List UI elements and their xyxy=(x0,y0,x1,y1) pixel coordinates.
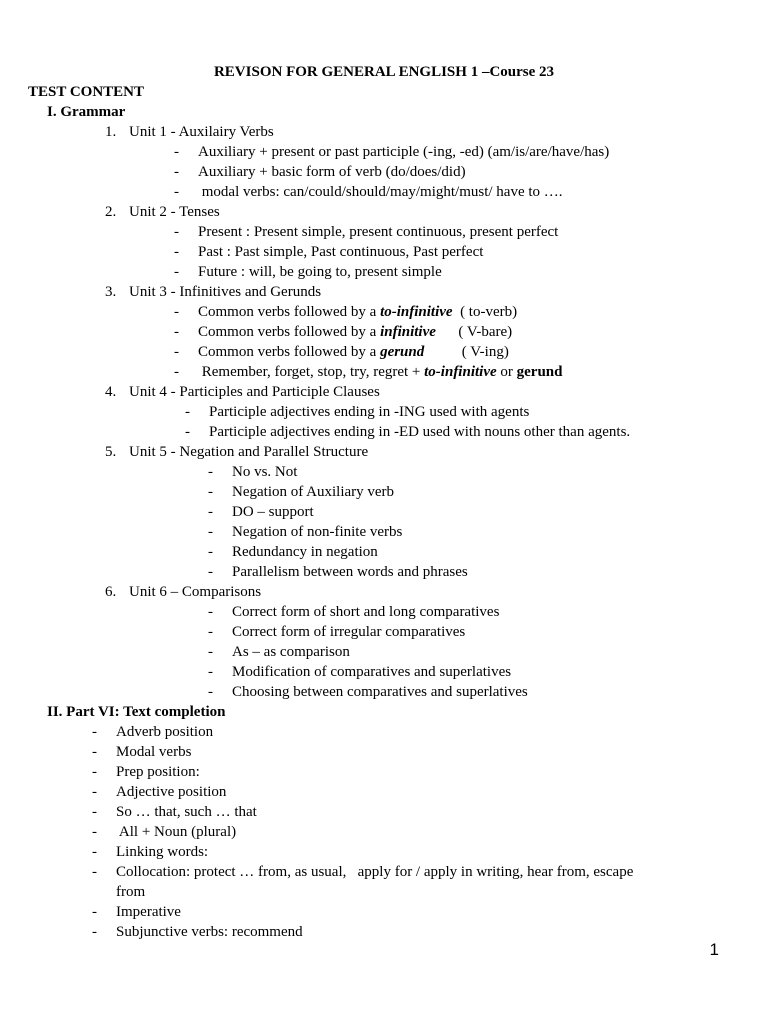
list-item: - Adjective position xyxy=(92,784,227,800)
list-item: - Choosing between comparatives and superlatives xyxy=(208,684,528,700)
unit-number: 1. xyxy=(105,124,117,140)
list-item: - Prep position: xyxy=(92,764,200,780)
list-item: - Correct form of irregular comparatives xyxy=(208,624,466,640)
list-item: - Subjunctive verbs: recommend xyxy=(92,924,303,940)
list-item: - Linking words: xyxy=(92,844,209,860)
unit-number: 5. xyxy=(105,444,117,460)
list-item: - Future : will, be going to, present simple xyxy=(174,264,442,280)
unit-number: 6. xyxy=(105,584,117,600)
list-item: - Redundancy in negation xyxy=(208,544,378,560)
list-item: - Negation of Auxiliary verb xyxy=(208,484,395,500)
list-item: - No vs. Not xyxy=(208,464,298,480)
list-item: - Auxiliary + present or past participle (-ing, -ed) (am/is/are/have/has) xyxy=(174,144,610,160)
unit-number: 3. xyxy=(105,284,117,300)
document-title: REVISON FOR GENERAL ENGLISH 1 –Course 23 xyxy=(213,64,555,80)
list-item: - Modification of comparatives and superlatives xyxy=(208,664,512,680)
unit-label: Unit 6 – Comparisons xyxy=(129,584,262,600)
page-number: 1 xyxy=(709,940,719,959)
unit-6-heading xyxy=(105,582,768,602)
unit-label: Unit 5 - Negation and Parallel Structure xyxy=(129,444,369,460)
unit-label: Unit 4 - Participles and Participle Clauses xyxy=(129,384,380,400)
unit-1-heading xyxy=(105,122,768,142)
list-item: - Remember, forget, stop, try, regret + to-infinitive or gerund xyxy=(174,364,563,380)
list-item: - Past : Past simple, Past continuous, Past perfect xyxy=(174,244,484,260)
list-item: - Participle adjectives ending in -ED used with nouns other than agents. xyxy=(185,424,631,440)
list-item: - All + Noun (plural) xyxy=(92,824,237,840)
list-item: - Parallelism between words and phrases xyxy=(208,564,468,580)
unit-number: 2. xyxy=(105,204,117,220)
grammar-heading: I. Grammar xyxy=(47,104,126,120)
unit-label: Unit 3 - Infinitives and Gerunds xyxy=(129,284,322,300)
list-item: - Modal verbs xyxy=(92,744,192,760)
list-item: - Collocation: protect … from, as usual, apply for / apply in writing, hear from, escape xyxy=(92,864,634,880)
list-item: - Participle adjectives ending in -ING used with agents xyxy=(185,404,530,420)
test-content-heading: TEST CONTENT xyxy=(28,84,145,100)
list-item: - Negation of non-finite verbs xyxy=(208,524,403,540)
list-item: - Present : Present simple, present continuous, present perfect xyxy=(174,224,559,240)
unit-4-heading xyxy=(105,382,768,402)
list-item: - modal verbs: can/could/should/may/might/must/ have to …. xyxy=(174,184,563,200)
list-item-continuation: from xyxy=(116,884,146,900)
unit-number: 4. xyxy=(105,384,117,400)
list-item: - Imperative xyxy=(92,904,181,920)
list-item: - Common verbs followed by a gerund ( V-ing) xyxy=(174,344,509,360)
unit-5-heading xyxy=(105,442,768,462)
part-6-heading: II. Part VI: Text completion xyxy=(47,704,226,720)
unit-3-heading xyxy=(105,282,768,302)
unit-2-heading xyxy=(105,202,768,222)
list-item: - Adverb position xyxy=(92,724,214,740)
list-item: - As – as comparison xyxy=(208,644,350,660)
unit-label: Unit 1 - Auxilairy Verbs xyxy=(129,124,274,140)
list-item: - Common verbs followed by a infinitive ( V-bare) xyxy=(174,324,513,340)
list-item: - Correct form of short and long comparatives xyxy=(208,604,500,620)
list-item: - DO – support xyxy=(208,504,314,520)
list-item: - So … that, such … that xyxy=(92,804,257,820)
unit-label: Unit 2 - Tenses xyxy=(129,204,220,220)
list-item: - Common verbs followed by a to-infinitive ( to-verb) xyxy=(174,304,518,320)
list-item: - Auxiliary + basic form of verb (do/does/did) xyxy=(174,164,466,180)
